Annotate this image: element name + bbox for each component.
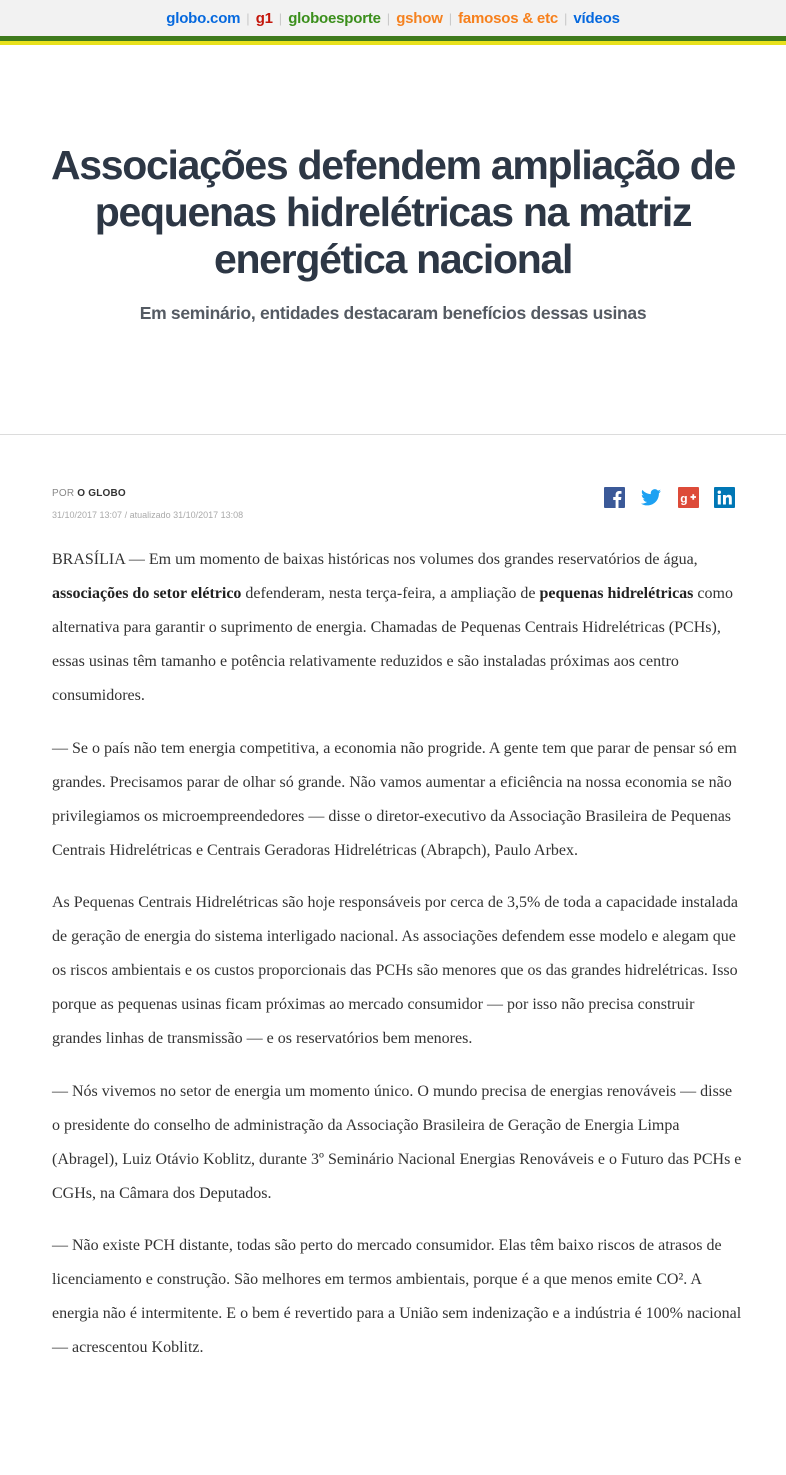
twitter-share-button[interactable] <box>640 486 662 508</box>
article-paragraph: As Pequenas Centrais Hidrelétricas são hoje responsáveis por cerca de 3,5% de toda a capacidade instalada de geração de energia do sistema interligado nacional. As associações defendem esse modelo e alegam que os riscos ambientais e os custos proporcionais das PCHs são menores que os das grandes hidrelétricas. Isso porque as pequenas usinas ficam próximas ao mercado consumidor — por isso não precisa construir grandes linhas de transmissão — e os reservatórios bem menores. <box>52 894 738 1047</box>
linkedin-share-button[interactable] <box>713 486 735 508</box>
nav-separator: | <box>564 10 568 26</box>
paragraph-text: BRASÍLIA — Em um momento de baixas históricas nos volumes dos grandes reservatórios de água, <box>52 551 698 568</box>
nav-separator: | <box>246 10 250 26</box>
article-subtitle: Em seminário, entidades destacaram benefícios dessas usinas <box>139 303 647 323</box>
google-plus-icon <box>678 487 699 508</box>
nav-separator: | <box>278 10 283 26</box>
nav-link-g1[interactable]: g1 <box>255 9 273 27</box>
paragraph-text: defenderam, nesta terça-feira, a ampliação de <box>241 585 540 602</box>
nav-link-videos[interactable]: vídeos <box>573 9 620 27</box>
article-title: Associações defendem ampliação de pequenas hidrelétricas na matriz energética nacional <box>50 142 735 282</box>
header-divider <box>0 434 786 435</box>
paragraph-text: como alternativa para garantir o suprimento de energia. Chamadas de Pequenas Centrais Hidrelétricas (PCHs), essas usinas têm tamanho e potência relativamente reduzidos e são instaladas próximas aos centro consumidores. <box>52 585 733 704</box>
keyword-link[interactable]: associações do setor elétrico <box>52 585 242 602</box>
nav-link-globoesporte[interactable]: globoesporte <box>288 9 381 27</box>
nav-separator: | <box>448 10 453 26</box>
linkedin-icon <box>714 487 735 508</box>
network-bar <box>0 0 786 36</box>
dateline: 31/10/2017 13:07 / atualizado 31/10/2017 13:08 <box>52 510 244 520</box>
keyword-link[interactable]: pequenas hidrelétricas <box>539 585 694 602</box>
brand-stripe-yellow <box>0 41 786 45</box>
facebook-icon <box>604 487 625 508</box>
article-body <box>52 543 742 1384</box>
svg-text:g: g <box>679 491 688 505</box>
byline <box>52 488 126 499</box>
article-paragraph: — Se o país não tem energia competitiva, a economia não progride. A gente tem que parar de pensar só em grandes. Precisamos parar de olhar só grande. Não vamos aumentar a eficiência na nossa economia se não privilegiamos os microempreendedores — disse o diretor-executivo da Associação Brasileira de Pequenas Centrais Hidrelétricas e Centrais Geradoras Hidrelétricas (Abrapch), Paulo Arbex. <box>52 739 737 859</box>
nav-link-famosos[interactable]: famosos & etc <box>458 9 559 27</box>
google-plus-share-button[interactable] <box>677 486 699 508</box>
nav-separator: | <box>386 10 391 26</box>
nav-link-gshow[interactable]: gshow <box>396 9 443 27</box>
article-paragraph: — Nós vivemos no setor de energia um momento único. O mundo precisa de energias renováveis — disse o presidente do conselho de administração da Associação Brasileira de Geração de Energia Limpa (Abragel), Luiz Otávio Koblitz, durante 3º Seminário Nacional Energias Renováveis e o Futuro das PCHs e CGHs, na Câmara dos Deputados. <box>52 1082 742 1202</box>
twitter-icon <box>641 489 661 506</box>
author-name[interactable]: O GLOBO <box>77 488 126 499</box>
nav-link-globo[interactable]: globo.com <box>166 9 241 27</box>
byline-prefix: POR <box>52 488 75 499</box>
facebook-share-button[interactable] <box>603 486 625 508</box>
article-paragraph: — Não existe PCH distante, todas são perto do mercado consumidor. Elas têm baixo riscos de atrasos de licenciamento e construção. São melhores em termos ambientais, porque é a que menos emite CO². A energia não é intermitente. E o bem é revertido para a União sem indenização e a indústria é 100% nacional — acrescentou Koblitz. <box>52 1237 742 1356</box>
article-paragraph <box>52 543 742 713</box>
